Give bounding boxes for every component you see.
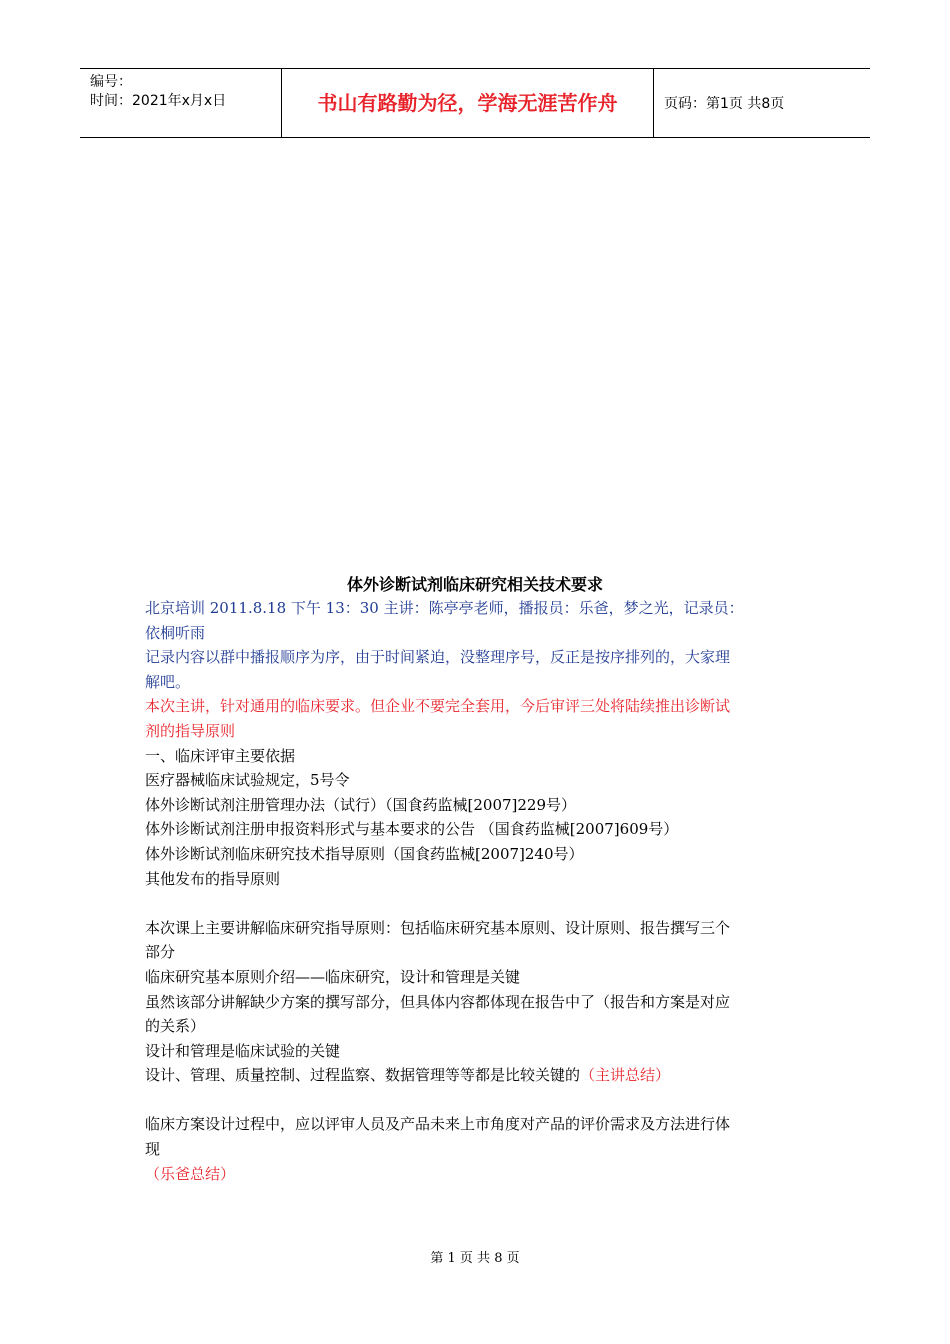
paragraph [145, 1063, 810, 1088]
header-page-info: 页码：第1页 共8页 [664, 96, 785, 112]
highlight-line: 剂的指导原则 [145, 721, 236, 740]
paragraph: 的关系） [145, 1017, 206, 1036]
section-heading: 一、临床评审主要依据 [145, 746, 296, 765]
code-label: 编号： [90, 74, 132, 90]
page-footer: 第 1 页 共 8 页 [430, 1251, 520, 1266]
paragraph: 设计和管理是临床试验的关键 [145, 1041, 341, 1060]
paragraph: 体外诊断试剂注册申报资料形式与基本要求的公告 （国食药监械[2007]609号） [145, 820, 679, 839]
meta-line: 依桐听雨 [145, 623, 206, 642]
time-label: 时间：2021年x月x日 [90, 93, 227, 109]
paragraph: 体外诊断试剂注册管理办法（试行）（国食药监械[2007]229号） [145, 795, 577, 814]
paragraph: 虽然该部分讲解缺少方案的撰写部分，但具体内容都体现在报告中了（报告和方案是对应 [145, 992, 731, 1011]
paragraph: 部分 [145, 943, 176, 962]
paragraph: 体外诊断试剂临床研究技术指导原则（国食药监械[2007]240号） [145, 844, 584, 863]
document-body [145, 596, 810, 1186]
spacer [145, 891, 810, 916]
note-line: 记录内容以群中播报顺序为序，由于时间紧迫，没整理序号，反正是按序排列的，大家理 [145, 648, 731, 667]
paragraph: 现 [145, 1140, 161, 1159]
meta-line: 北京培训 2011.8.18 下午 13：30 主讲：陈亭亭老师，播报员：乐爸，梦之光，记录员： [145, 599, 744, 617]
header-left-cell [80, 69, 282, 137]
highlight-line: 本次主讲，针对通用的临床要求。但企业不要完全套用，今后审评三处将陆续推出诊断试 [145, 697, 731, 716]
summary-tag: （乐爸总结） [145, 1164, 236, 1183]
document-title: 体外诊断试剂临床研究相关技术要求 [346, 575, 603, 594]
header-motto: 书山有路勤为径，学海无涯苦作舟 [282, 69, 654, 137]
document-header [80, 68, 870, 138]
note-line: 解吧。 [145, 672, 191, 691]
spacer [145, 1088, 810, 1113]
paragraph: 临床研究基本原则介绍——临床研究，设计和管理是关键 [145, 967, 521, 986]
paragraph: 临床方案设计过程中，应以评审人员及产品未来上市角度对产品的评价需求及方法进行体 [145, 1115, 731, 1134]
speaker-summary-tag: （主讲总结） [580, 1066, 671, 1085]
paragraph: 医疗器械临床试验规定，5号令 [145, 771, 350, 790]
paragraph: 其他发布的指导原则 [145, 869, 281, 888]
paragraph: 本次课上主要讲解临床研究指导原则：包括临床研究基本原则、设计原则、报告撰写三个 [145, 918, 731, 937]
paragraph-text: 设计、管理、质量控制、过程监察、数据管理等等都是比较关键的 [145, 1066, 581, 1085]
